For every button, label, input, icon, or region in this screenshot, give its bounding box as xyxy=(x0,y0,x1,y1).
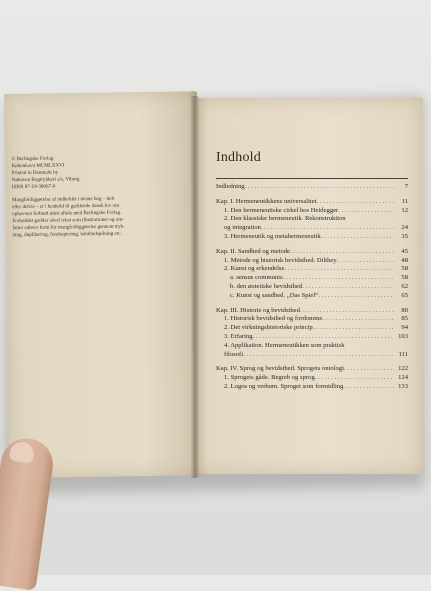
toc-entry-title: filosofi xyxy=(224,350,244,358)
toc-entry-page: 111 xyxy=(398,350,408,358)
toc-entry xyxy=(216,351,408,360)
toc-rule xyxy=(216,178,408,179)
toc-entry xyxy=(216,383,408,392)
toc-leader-dots xyxy=(261,224,394,233)
colophon-line: fatter enhver form for mangfoldiggørelse gennem tryk- xyxy=(12,223,125,232)
toc-entry-page: 62 xyxy=(401,282,408,290)
toc-entry-page: 122 xyxy=(398,365,408,373)
colophon-line: København MCMLXXVI xyxy=(11,162,65,170)
table-of-contents xyxy=(216,150,408,392)
toc-leader-dots xyxy=(313,324,394,333)
toc-entry-title: og integration xyxy=(224,224,261,232)
toc-entry xyxy=(216,265,408,274)
toc-entry-page: 124 xyxy=(398,374,408,382)
toc-entry-page: 45 xyxy=(401,247,408,255)
toc-leader-dots xyxy=(321,233,394,242)
toc-leader-dots xyxy=(344,365,394,374)
colophon-line: ISBN 87-19-30067-0 xyxy=(11,183,56,191)
toc-entry-title: Indledning xyxy=(216,183,245,190)
toc-entry-page xyxy=(394,215,408,224)
toc-leader-dots xyxy=(337,257,394,266)
toc-entry xyxy=(216,274,408,283)
toc-entry xyxy=(216,342,408,351)
toc-entry-title: 2. Det virkningshistoriske princip xyxy=(224,324,313,332)
toc-entry-title: Kap. II. Sandhed og metode xyxy=(216,247,290,255)
toc-entry xyxy=(216,215,408,224)
toc-entry-title: 3. Hermeneutik og metahermeneutik xyxy=(224,232,321,240)
toc-entry-page: 133 xyxy=(398,382,408,390)
toc-leader-dots xyxy=(345,342,395,351)
colophon-line: eller delvis – er i henhold til gældende dansk lov om xyxy=(12,202,120,211)
toc-entry-page: 65 xyxy=(401,291,408,299)
toc-leader-dots xyxy=(283,274,394,283)
toc-entry-title: 1. Sprogets gåde. Begreb og sprog xyxy=(224,374,315,382)
toc-entry-page: 58 xyxy=(401,265,408,273)
toc-entry-title: 3. Erfaring xyxy=(224,332,253,340)
toc-entry-title: Kap. IV. Sprog og bevidsthed. Sprogets ontologi xyxy=(216,365,344,373)
toc-leader-dots xyxy=(284,265,394,274)
toc-entry-title: 1. Den hermeneutiske cirkel hos Heidegger xyxy=(224,206,339,214)
colophon-line: Nøhaven Bogtrykkeri a/s, Viborg xyxy=(11,176,80,184)
toc-entry-title: a. sensus communis xyxy=(230,274,283,282)
colophon-text xyxy=(11,154,180,239)
toc-entry-page: 24 xyxy=(401,224,408,232)
toc-entry xyxy=(216,324,408,333)
toc-entry xyxy=(216,333,408,342)
toc-entry xyxy=(216,374,408,383)
toc-entry-page: 103 xyxy=(398,332,408,340)
toc-leader-dots xyxy=(245,183,394,192)
toc-leader-dots xyxy=(343,383,394,392)
colophon-line: Mangfoldiggørelse af indholdet i denne bog – helt xyxy=(12,195,115,204)
toc-entry xyxy=(216,365,408,374)
toc-leader-dots xyxy=(290,248,394,257)
toc-entry-title: 1. Metode og historisk bevidsthed. Dilthey xyxy=(224,256,337,264)
toc-entry xyxy=(216,315,408,324)
toc-list xyxy=(216,183,408,392)
toc-entry-page: 35 xyxy=(401,232,408,240)
toc-leader-dots xyxy=(317,198,394,207)
toc-leader-dots xyxy=(322,315,394,324)
toc-entry-title: 2. Den klassiske hermeneutik. Rekonstruktion xyxy=(224,215,346,223)
toc-entry-title: 2. Kunst og erkendelse xyxy=(224,265,285,273)
colophon-line: ophavsret forbudt uden aftale med Berlingske Forlag. xyxy=(12,209,122,218)
toc-entry xyxy=(216,207,408,216)
toc-leader-dots xyxy=(338,207,394,216)
toc-entry-title: 4. Applikation. Hermeneutikken som praktisk xyxy=(224,341,345,349)
left-page xyxy=(4,91,202,478)
toc-entry-page: 85 xyxy=(401,315,408,323)
toc-entry xyxy=(216,307,408,316)
toc-leader-dots xyxy=(315,374,394,383)
toc-leader-dots xyxy=(346,215,394,224)
toc-leader-dots xyxy=(243,351,394,360)
book-spine xyxy=(191,96,199,478)
toc-entry xyxy=(216,248,408,257)
toc-entry xyxy=(216,183,408,192)
toc-entry xyxy=(216,224,408,233)
toc-leader-dots xyxy=(253,333,394,342)
toc-entry-title: Kap. III. Historie og bevidsthed xyxy=(216,306,300,314)
toc-entry-title: 2. Logos og verbum. Sproget som formidling xyxy=(224,382,344,390)
colophon-line: Printed in Denmark by xyxy=(11,169,59,177)
toc-entry-page: 48 xyxy=(401,256,408,264)
toc-entry-page xyxy=(394,342,408,351)
toc-entry xyxy=(216,257,408,266)
toc-entry xyxy=(216,198,408,207)
toc-title: Indhold xyxy=(216,150,261,165)
toc-entry-page: 80 xyxy=(401,306,408,314)
toc-entry-page: 12 xyxy=(401,206,408,214)
toc-entry xyxy=(216,283,408,292)
colophon-line: Forbuddet gælder såvel tekst som illustrationer og om- xyxy=(12,216,124,225)
toc-entry-page: 11 xyxy=(401,197,408,205)
toc-leader-dots xyxy=(302,283,394,292)
toc-entry-page: 7 xyxy=(404,183,408,190)
toc-entry-page: 94 xyxy=(401,324,408,332)
toc-entry-title: c. Kunst og sandhed. „Das Spiel“ xyxy=(230,291,319,299)
toc-leader-dots xyxy=(318,292,394,301)
toc-entry-page: 58 xyxy=(401,274,408,282)
toc-entry xyxy=(216,233,408,242)
toc-entry-title: b. den æstetiske bevidsthed xyxy=(230,282,303,290)
colophon-line: © Berlingske Forlag xyxy=(11,155,54,163)
toc-leader-dots xyxy=(300,307,394,316)
toc-entry-title: 1. Historisk bevidsthed og fordomme xyxy=(224,315,323,323)
toc-entry xyxy=(216,292,408,301)
toc-entry-title: Kap. I. Hermeneutikkens universalitet xyxy=(216,197,317,205)
colophon-line: ning, duplikering, fotokopiering, båndindspilning etc. xyxy=(12,230,122,239)
